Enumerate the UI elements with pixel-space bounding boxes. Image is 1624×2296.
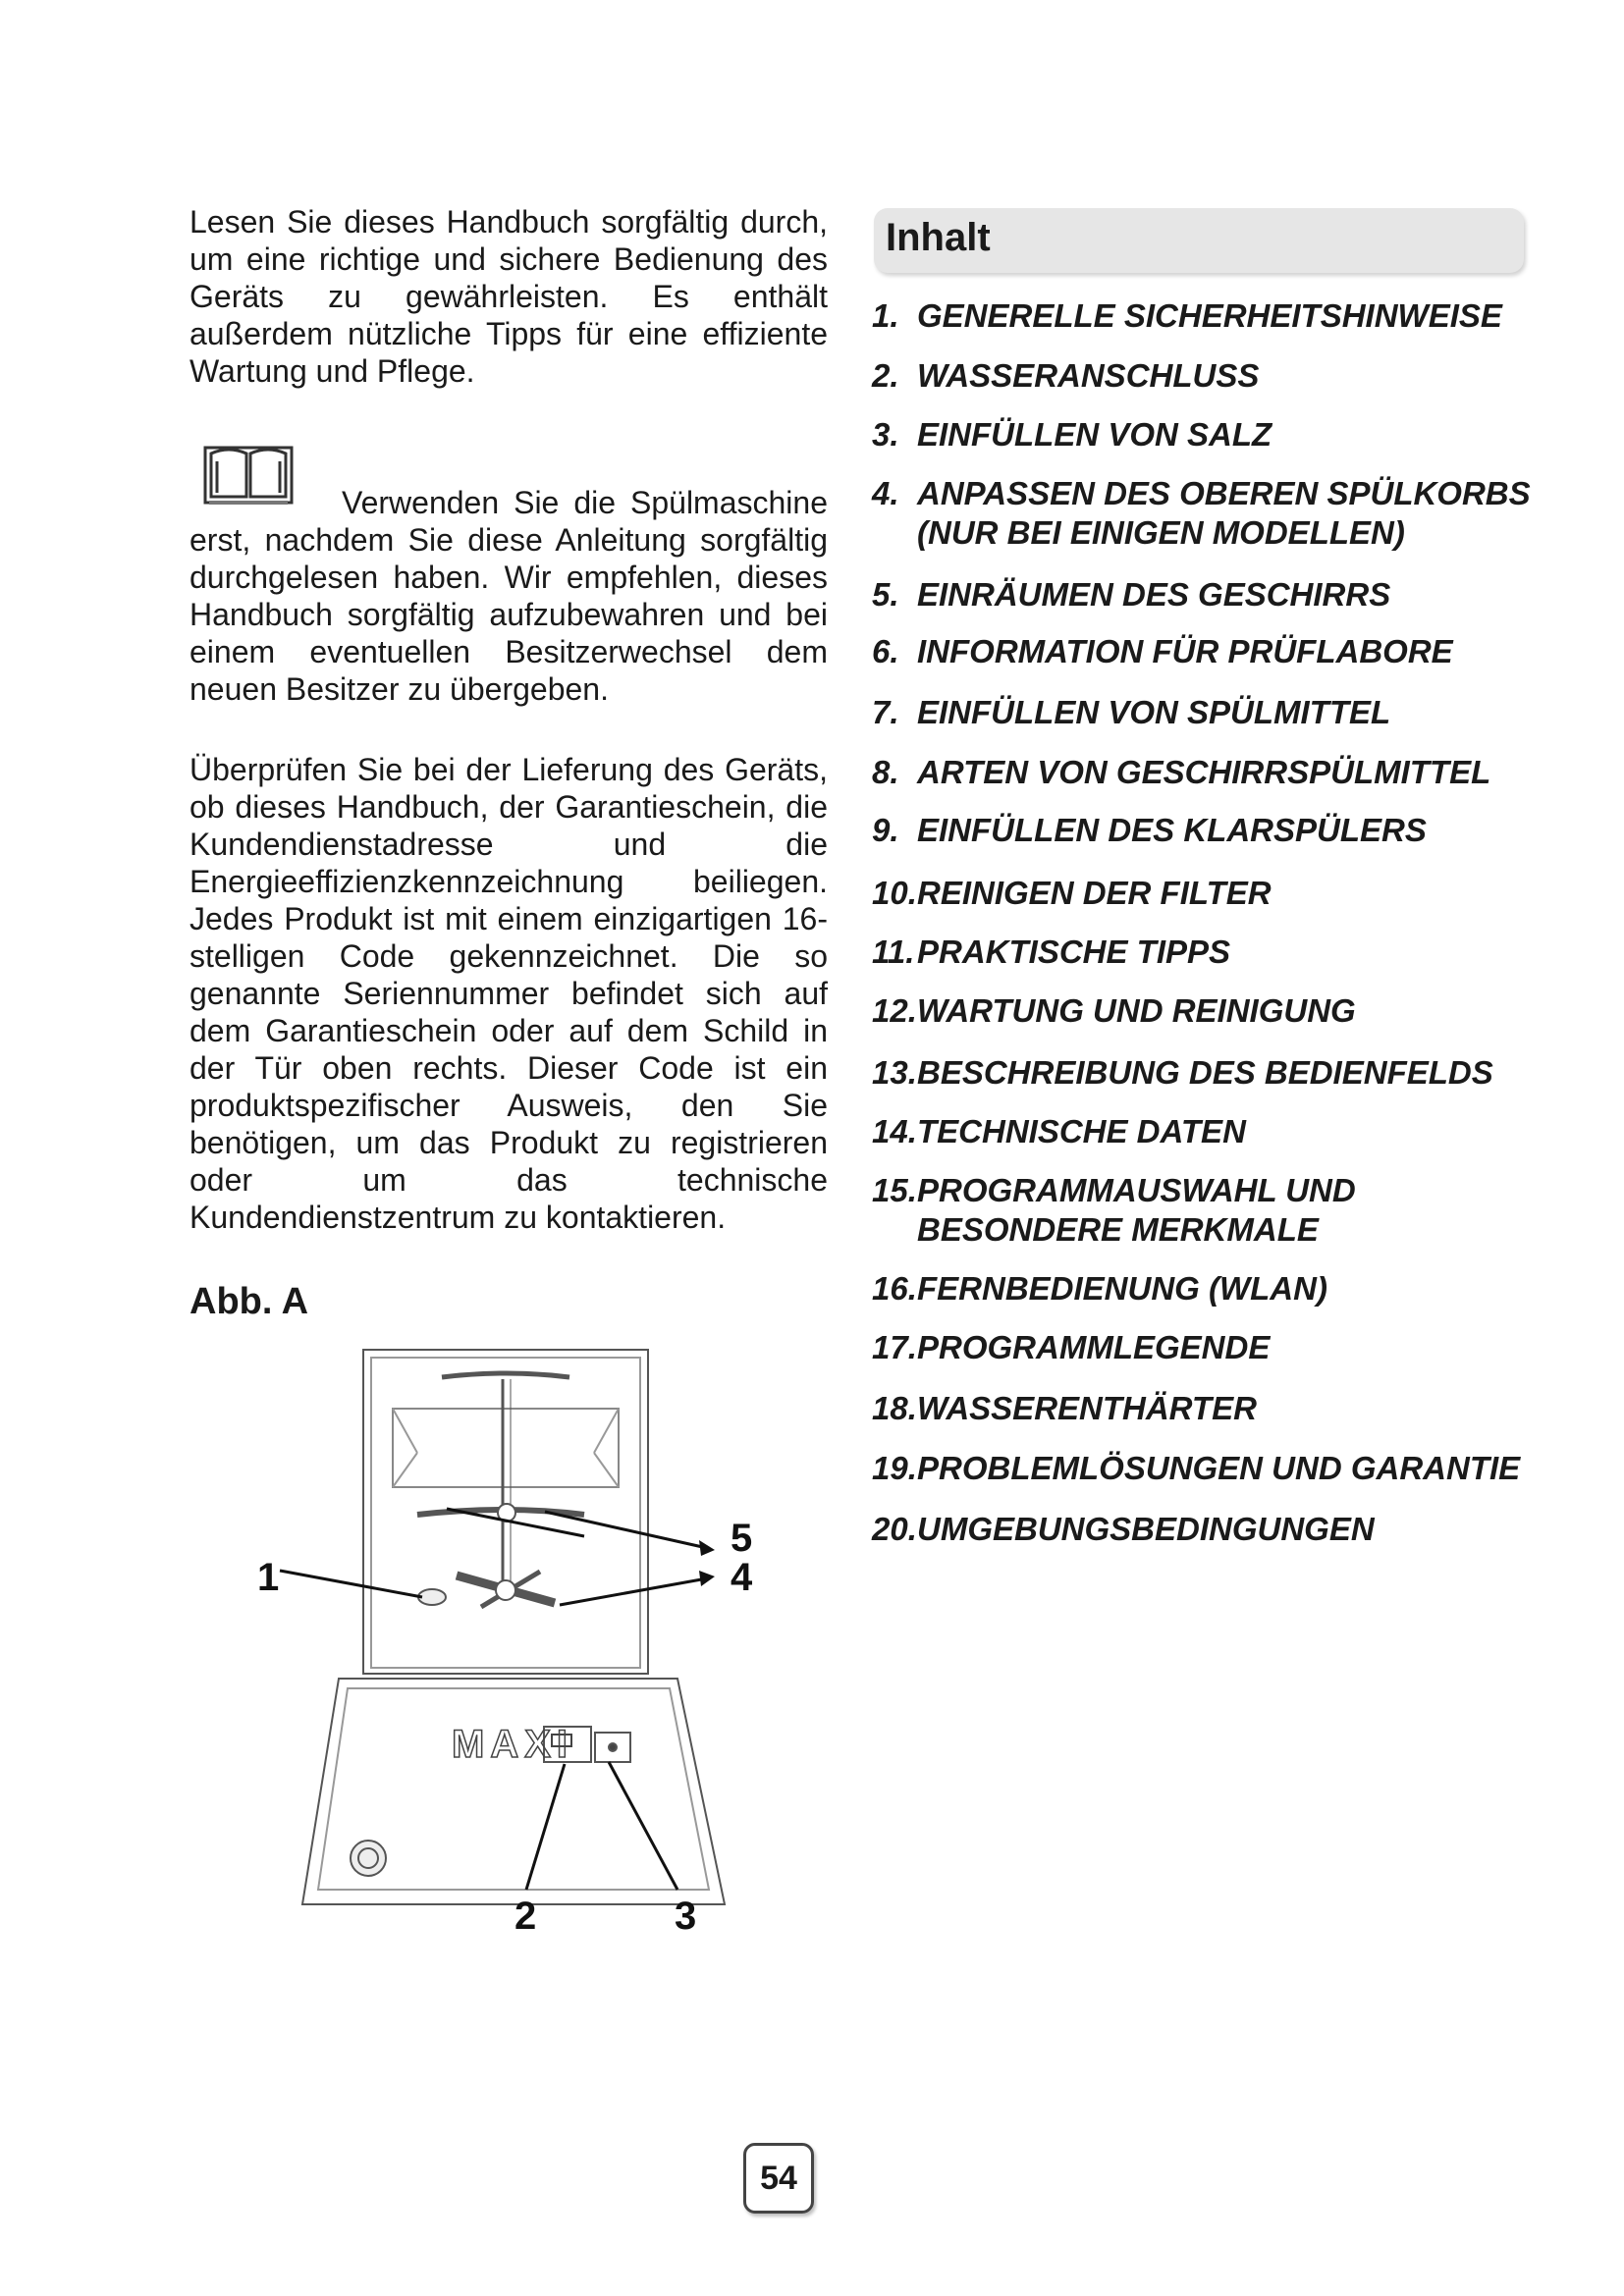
- toc-item[interactable]: 18.WASSERENTHÄRTER: [872, 1390, 1257, 1426]
- toc-item[interactable]: 19.PROBLEMLÖSUNGEN UND GARANTIE: [872, 1450, 1521, 1486]
- toc-item[interactable]: 4. ANPASSEN DES OBEREN SPÜLKORBS (NUR BEI EINIGEN MODELLEN): [872, 475, 1531, 551]
- page-number: 54: [743, 2143, 814, 2214]
- intro-paragraph: Lesen Sie dieses Handbuch sorgfältig durch, um eine richtige und sichere Bedienung des Geräts zu gewährleisten. Es enthält außerdem nützliche Tipps für eine effiziente Wartung und Pflege.: [189, 204, 828, 389]
- warning-paragraph: Verwenden Sie die Spülmaschine erst, nachdem Sie diese Anleitung sorgfältig durchgelesen haben. Wir empfehlen, dieses Handbuch sorgfältig aufzubewahren und bei einem eventuellen Besitzerwechsel dem neuen Besitzer zu übergeben.: [189, 485, 828, 707]
- toc-item[interactable]: 7. EINFÜLLEN VON SPÜLMITTEL: [872, 694, 1391, 730]
- callout-1: 1: [257, 1556, 280, 1599]
- toc-item[interactable]: 2. WASSERANSCHLUSS: [872, 357, 1260, 394]
- callout-4: 4: [731, 1556, 753, 1599]
- callout-2: 2: [514, 1895, 537, 1938]
- toc-item[interactable]: 17.PROGRAMMLEGENDE: [872, 1329, 1271, 1365]
- door-brand-label: MAXI: [452, 1723, 573, 1766]
- toc-title: Inhalt: [886, 216, 991, 259]
- dishwasher-illustration: [245, 1340, 756, 1949]
- toc-header: [874, 208, 1524, 273]
- toc-item[interactable]: 15.PROGRAMMAUSWAHL UND BESONDERE MERKMALE: [872, 1172, 1356, 1248]
- toc-item[interactable]: 10.REINIGEN DER FILTER: [872, 875, 1272, 911]
- callout-5: 5: [731, 1517, 753, 1560]
- toc-item[interactable]: 8. ARTEN VON GESCHIRRSPÜLMITTEL: [872, 754, 1491, 790]
- delivery-paragraph: Überprüfen Sie bei der Lieferung des Geräts, ob dieses Handbuch, der Garantieschein, die Kundendienstadresse und die Energieeffizienzkennzeichnung beiliegen. Jedes Produkt ist mit einem einzigartigen 16-stelligen Code gekennzeichnet. Die so genannte Seriennummer befindet sich auf dem Garantieschein oder auf dem Schild in der Tür oben rechts. Dieser Code ist ein produktspezifischer Ausweis, den Sie benötigen, um das Produkt zu registrieren oder um das technische Kundendienstzentrum zu kontaktieren.: [189, 752, 828, 1235]
- toc-item[interactable]: 5. EINRÄUMEN DES GESCHIRRS: [872, 576, 1391, 613]
- toc-item[interactable]: 12.WARTUNG UND REINIGUNG: [872, 992, 1356, 1029]
- toc-item[interactable]: 13.BESCHREIBUNG DES BEDIENFELDS: [872, 1054, 1493, 1091]
- toc-item[interactable]: 20.UMGEBUNGSBEDINGUNGEN: [872, 1511, 1375, 1547]
- toc-item[interactable]: 16.FERNBEDIENUNG (WLAN): [872, 1270, 1327, 1307]
- toc-item[interactable]: 14.TECHNISCHE DATEN: [872, 1113, 1246, 1149]
- toc-item[interactable]: 9. EINFÜLLEN DES KLARSPÜLERS: [872, 812, 1427, 848]
- toc-item[interactable]: 11.PRAKTISCHE TIPPS: [872, 934, 1231, 970]
- toc-item[interactable]: 6. INFORMATION FÜR PRÜFLABORE: [872, 633, 1453, 669]
- callout-3: 3: [675, 1895, 697, 1938]
- figure-title: Abb. A: [189, 1281, 309, 1322]
- toc-item[interactable]: 3. EINFÜLLEN VON SALZ: [872, 416, 1272, 453]
- toc-item[interactable]: 1. GENERELLE SICHERHEITSHINWEISE: [872, 297, 1502, 334]
